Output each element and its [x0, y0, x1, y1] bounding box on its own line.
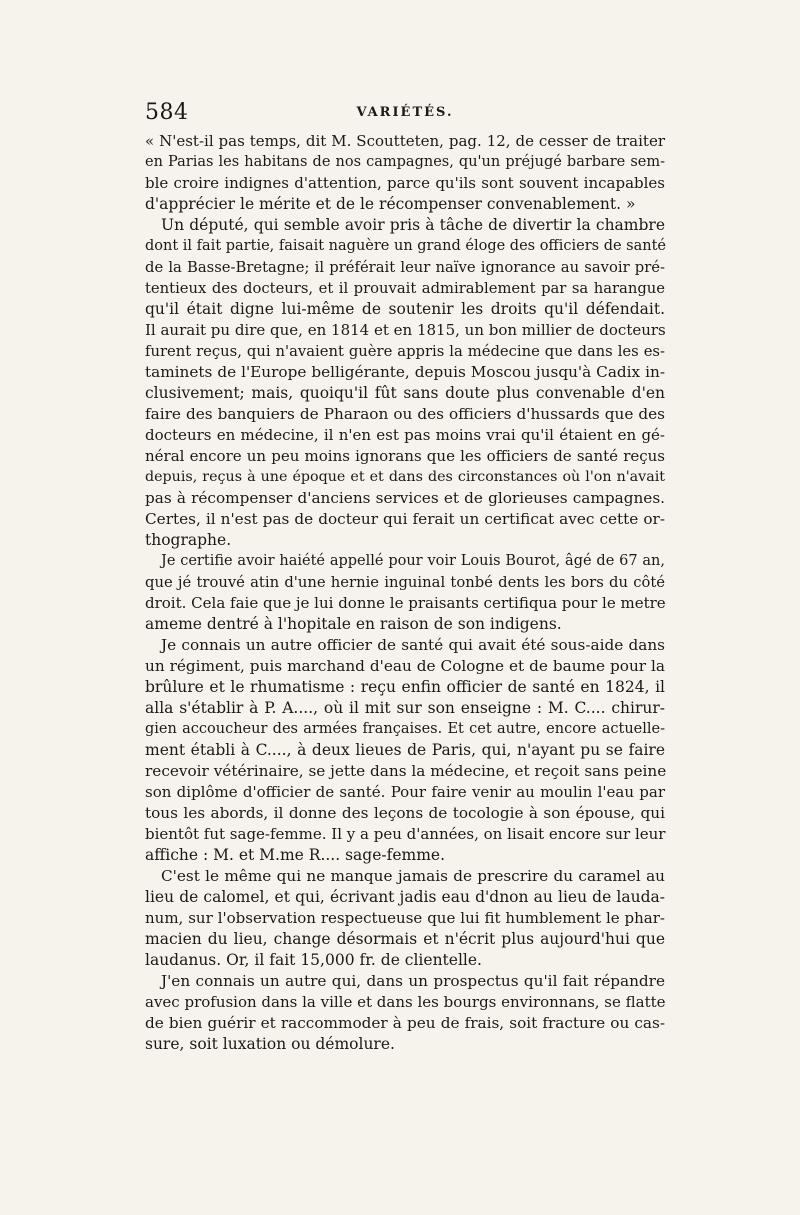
text-line: Il aurait pu dire que, en 1814 et en 1815, un bon millier de docteurs [145, 321, 666, 339]
text-line: droit. Cela faie que je lui donne le praisants certifiqua pour le metre [145, 594, 666, 612]
text-line: son diplôme d'officier de santé. Pour faire venir au moulin l'eau par [145, 783, 665, 801]
text-line: docteurs en médecine, il n'en est pas moins vrai qu'il étaient en gé- [145, 426, 665, 444]
text-line: Certes, il n'est pas de docteur qui ferait un certificat avec cette or- [145, 510, 665, 528]
text-line: pas à récompenser d'anciens services et de glorieuses campagnes. [145, 489, 665, 507]
text-line: ble croire indignes d'attention, parce qu'ils sont souvent incapables [145, 174, 665, 192]
text-line: depuis, reçus à une époque et et dans des circonstances où l'on n'avait [145, 469, 665, 485]
text-line: C'est le même qui ne manque jamais de prescrire du caramel au [161, 867, 665, 885]
body-text [145, 131, 665, 1055]
text-line: de bien guérir et raccommoder à peu de frais, soit fracture ou cas- [145, 1014, 665, 1032]
text-line: alla s'établir à P. A...., où il mit sur son enseigne : M. C.... chirur- [145, 699, 665, 717]
text-line: recevoir vétérinaire, se jette dans la médecine, et reçoit sans peine [145, 762, 667, 780]
text-line: Je connais un autre officier de santé qui avait été sous-aide dans [161, 636, 665, 654]
text-line: num, sur l'observation respectueuse que lui fit humblement le phar- [145, 909, 665, 927]
text-line: clusivement; mais, quoiqu'il fût sans doute plus convenable d'en [145, 384, 665, 402]
text-line: lieu de calomel, et qui, écrivant jadis eau d'dnon au lieu de lauda- [145, 888, 665, 906]
text-line: qu'il était digne lui-même de soutenir les droits qu'il défendait. [145, 300, 665, 318]
text-line: avec profusion dans la ville et dans les bourgs environnans, se flatte [145, 993, 666, 1011]
text-line: sure, soit luxation ou démolure. [145, 1035, 395, 1053]
text-line: affiche : M. et M.me R.... sage-femme. [145, 846, 446, 864]
text-line: J'en connais un autre qui, dans un prospectus qu'il fait répandre [161, 972, 665, 990]
text-line: gien accoucheur des armées françaises. Et cet autre, encore actuelle- [145, 721, 665, 737]
text-line: néral encore un peu moins ignorans que les officiers de santé reçus [145, 447, 665, 465]
text-line: de la Basse-Bretagne; il préférait leur naïve ignorance au savoir pré- [145, 259, 665, 276]
text-line: dont il fait partie, faisait naguère un grand éloge des officiers de santé [145, 238, 666, 254]
text-line: en Parias les habitans de nos campagnes, qu'un préjugé barbare sem- [145, 154, 665, 170]
text-line: macien du lieu, change désormais et n'écrit plus aujourd'hui que [145, 930, 665, 948]
text-line: bientôt fut sage-femme. Il y a peu d'années, on lisait encore sur leur [145, 825, 666, 843]
text-line: d'apprécier le mérite et de le récompenser convenablement. » [145, 195, 636, 213]
text-line: brûlure et le rhumatisme : reçu enfin officier de santé en 1824, il [145, 678, 665, 696]
text-line: tous les abords, il donne des leçons de tocologie à son épouse, qui [145, 804, 665, 822]
text-line: Un député, qui semble avoir pris à tâche de divertir la chambre [161, 216, 665, 234]
text-line: ment établi à C...., à deux lieues de Paris, qui, n'ayant pu se faire [145, 741, 665, 759]
text-line: un régiment, puis marchand d'eau de Cologne et de baume pour la [145, 657, 665, 675]
text-line: ameme dentré à l'hopitale en raison de son indigens. [145, 615, 562, 633]
text-line: tentieux des docteurs, et il prouvait admirablement par sa harangue [145, 280, 665, 297]
text-line: thographe. [145, 531, 232, 549]
text-line: taminets de l'Europe belligérante, depuis Moscou jusqu'à Cadix in- [145, 363, 665, 381]
text-line: que jé trouvé atin d'une hernie inguinal tonbé dents les bors du côté [145, 574, 665, 591]
text-line: faire des banquiers de Pharaon ou des officiers d'hussards que des [145, 405, 665, 423]
text-line: Je certifie avoir haiété appellé pour voir Louis Bourot, âgé de 67 an, [161, 553, 665, 569]
text-line: laudanus. Or, il fait 15,000 fr. de clientelle. [145, 951, 482, 969]
running-head: VARIÉTÉS. [356, 105, 454, 120]
page-header [145, 100, 665, 126]
text-line: furent reçus, qui n'avaient guère appris la médecine que dans les es- [145, 343, 665, 360]
text-line: « N'est-il pas temps, dit M. Scoutteten, pag. 12, de cesser de traiter [145, 132, 665, 150]
page-number: 584 [145, 100, 189, 125]
